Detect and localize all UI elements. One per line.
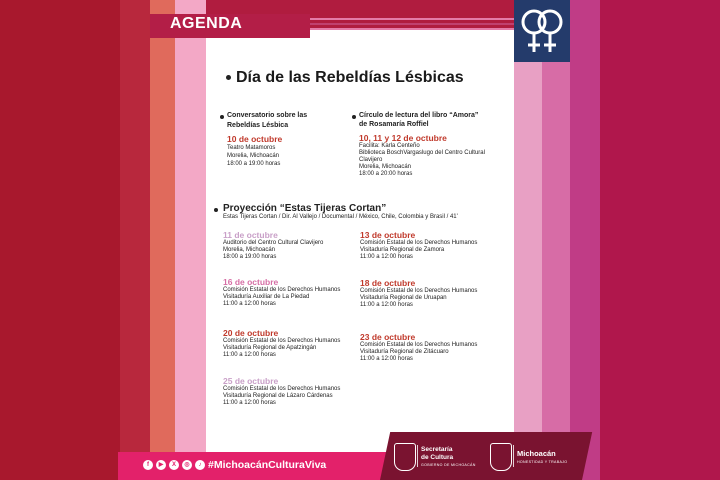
- screening-date: 16 de octubre: [223, 277, 279, 287]
- venus-symbol-box: [514, 0, 570, 62]
- screening-detail: Visitaduría Regional de Zitácuaro: [360, 349, 449, 355]
- screening-detail: 18:00 a 19:00 horas: [223, 254, 277, 260]
- screening-date: 13 de octubre: [360, 230, 416, 240]
- logo-text: de Cultura: [421, 454, 454, 461]
- event-date: 10 de octubre: [227, 134, 283, 144]
- stripe: [600, 0, 720, 480]
- hashtag-text: #MichoacánCulturaViva: [208, 459, 327, 471]
- logo-subtext: HONESTIDAD Y TRABAJO: [517, 460, 568, 464]
- coat-of-arms-icon: [490, 443, 512, 471]
- stripe: [175, 0, 206, 480]
- event-detail: Biblioteca BoschVargaslugo del Centro Cultural: [359, 150, 485, 156]
- event-time: 18:00 a 19:00 horas: [227, 161, 281, 167]
- facebook-icon[interactable]: f: [143, 460, 153, 470]
- stripe: [570, 0, 600, 480]
- screening-detail: Comisión Estatal de los Derechos Humanos: [360, 342, 478, 348]
- screening-detail: 11:00 a 12:00 horas: [223, 400, 276, 406]
- event-title: de Rosamaría Roffiel: [359, 121, 429, 128]
- youtube-icon[interactable]: ▶: [156, 460, 166, 470]
- tiktok-icon[interactable]: ♪: [195, 460, 205, 470]
- logo-divider: [417, 445, 418, 467]
- event-detail: Morelia, Michoacán: [359, 164, 412, 170]
- screening-detail: Comisión Estatal de los Derechos Humanos: [223, 386, 341, 392]
- instagram-icon[interactable]: ◎: [182, 460, 192, 470]
- screening-detail: Visitaduría Regional de Uruapan: [360, 295, 447, 301]
- screening-detail: 11:00 a 12:00 horas: [223, 301, 276, 307]
- event-date: 10, 11 y 12 de octubre: [359, 133, 447, 143]
- screening-detail: Comisión Estatal de los Derechos Humanos: [360, 240, 478, 246]
- screening-date: 23 de octubre: [360, 332, 416, 342]
- event-title: Círculo de lectura del libro “Amora”: [359, 112, 479, 119]
- screening-detail: Comisión Estatal de los Derechos Humanos: [223, 287, 341, 293]
- screening-detail: 11:00 a 12:00 horas: [360, 302, 413, 308]
- screening-date: 11 de octubre: [223, 230, 278, 240]
- event-detail: 18:00 a 20:00 horas: [359, 171, 413, 177]
- screening-detail: Auditorio del Centro Cultural Clavijero: [223, 240, 324, 246]
- screening-detail: Visitaduría Regional de Apatzingán: [223, 345, 317, 351]
- header-line: [310, 23, 514, 25]
- stripe: [0, 0, 120, 480]
- event-detail: Facilita: Karla Centeño: [359, 143, 420, 149]
- screening-detail: Comisión Estatal de los Derechos Humanos: [360, 288, 478, 294]
- screening-detail: Comisión Estatal de los Derechos Humanos: [223, 338, 341, 344]
- event-title: Rebeldías Lésbica: [227, 122, 289, 129]
- screening-date: 25 de octubre: [223, 376, 279, 386]
- header-line: [310, 28, 514, 30]
- screening-date: 18 de octubre: [360, 278, 416, 288]
- header-line: [310, 18, 514, 20]
- screening-date: 20 de octubre: [223, 328, 279, 338]
- stripe: [514, 0, 542, 480]
- screening-detail: Morelia, Michoacán: [223, 247, 276, 253]
- screening-detail: 11:00 a 12:00 horas: [223, 352, 276, 358]
- event-venue: Teatro Matamoros: [227, 145, 276, 151]
- event-title: Conversatorio sobre las: [227, 112, 308, 119]
- list-bullet: [352, 115, 356, 119]
- agenda-header-label: AGENDA: [170, 15, 243, 32]
- list-bullet: [220, 115, 224, 119]
- logo-text: Michoacán: [517, 449, 556, 458]
- page-title: Día de las Rebeldías Lésbicas: [236, 69, 464, 86]
- list-bullet: [214, 208, 218, 212]
- screening-detail: Visitaduría Regional de Zamora: [360, 247, 445, 253]
- stripe: [120, 0, 150, 480]
- double-venus-icon: [514, 0, 570, 62]
- x-icon[interactable]: X: [169, 460, 179, 470]
- logo-text: Secretaría: [421, 446, 453, 453]
- section-title: Proyección “Estas Tijeras Cortan”: [223, 203, 387, 214]
- logo-divider: [513, 445, 514, 467]
- screening-detail: Visitaduría Regional de Lázaro Cárdenas: [223, 393, 333, 399]
- stripe: [150, 0, 175, 480]
- screening-detail: 11:00 a 12:00 horas: [360, 254, 413, 260]
- screening-detail: 11:00 a 12:00 horas: [360, 356, 413, 362]
- logo-subtext: GOBIERNO DE MICHOACÁN: [421, 463, 476, 467]
- event-detail: Clavijero: [359, 157, 383, 163]
- event-city: Morelia, Michoacán: [227, 153, 280, 159]
- title-bullet: [226, 75, 231, 80]
- film-subtitle: Estas Tijeras Cortan / Dir. Al Vallejo / Documental / México, Chile, Colombia y Brasil / 41': [223, 214, 458, 220]
- screening-detail: Visitaduría Auxiliar de La Piedad: [223, 294, 310, 300]
- coat-of-arms-icon: [394, 443, 416, 471]
- stripe: [542, 0, 570, 480]
